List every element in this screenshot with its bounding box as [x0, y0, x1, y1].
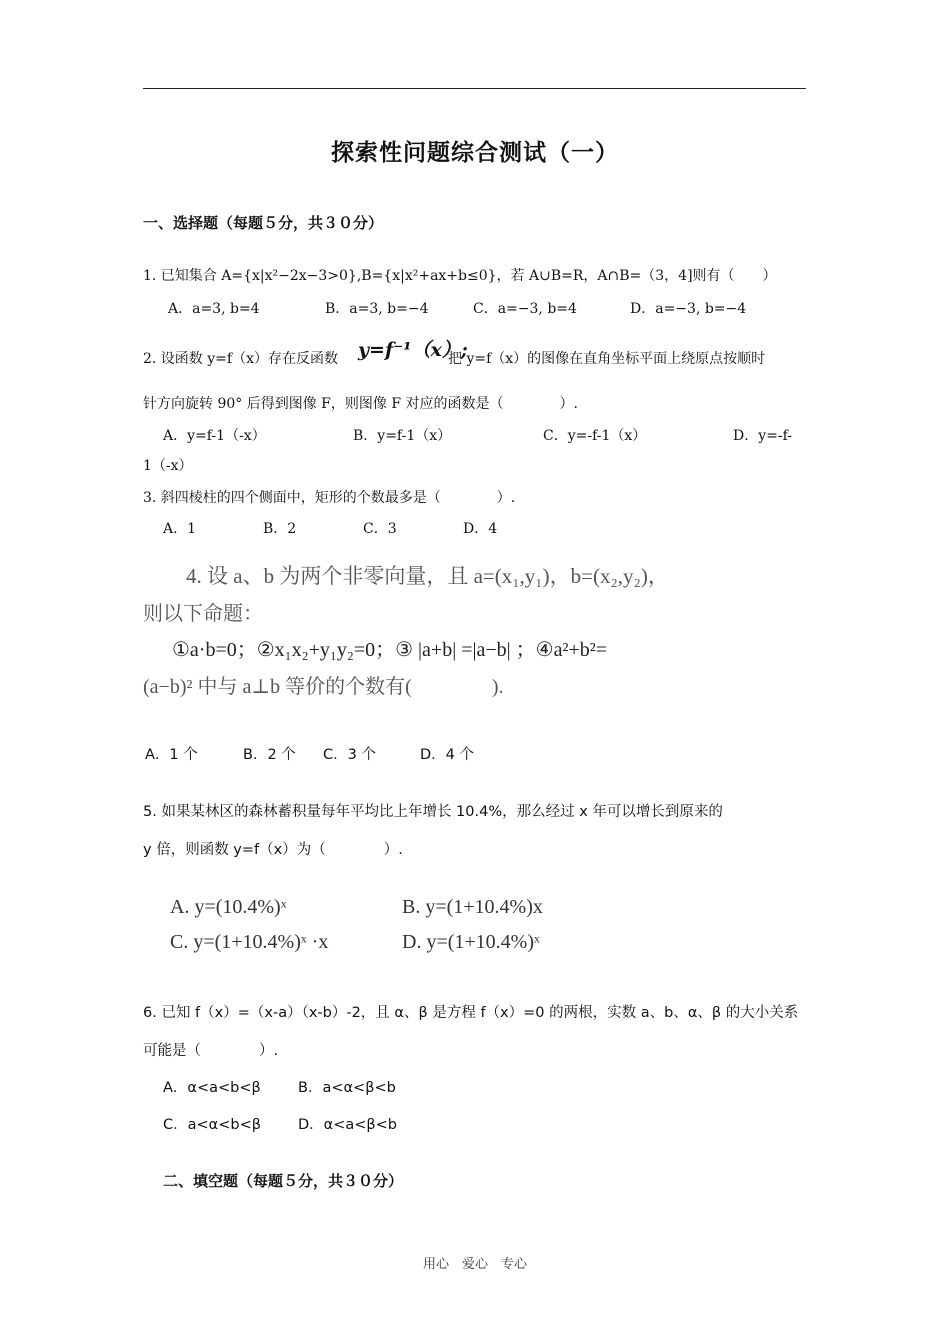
- q6-option-c: C．a<α<b<β: [163, 1117, 261, 1133]
- q6-option-a: A．α<a<b<β: [163, 1080, 261, 1096]
- header-rule: [143, 88, 806, 89]
- q4-option-b: B．2 个: [243, 747, 296, 763]
- q2-stem-a: 2. 设函数 y=f（x）存在反函数: [143, 351, 338, 367]
- q5-stem-b: y 倍，则函数 y=f（x）为（ ）.: [143, 842, 403, 858]
- q6-option-d: D．α<a<β<b: [298, 1117, 398, 1133]
- q2-option-c: C．y=-f-1（x）: [543, 428, 647, 444]
- section-fill-heading: 二、填空题（每题５分，共３０分）: [163, 1172, 404, 1190]
- q1-option-d: D．a=−3, b=−4: [630, 301, 747, 317]
- q1-option-b: B．a=3, b=−4: [325, 301, 429, 317]
- q6-option-b: B．a<α<β<b: [298, 1080, 396, 1096]
- q5-option-a: A. y=(10.4%)ˣ: [170, 896, 287, 918]
- q6-stem-a: 6. 已知 f（x）=（x-a）（x-b）-2，且 α、β 是方程 f（x）=0 的两根，实数 a、b、α、β 的大小关系: [143, 1005, 799, 1021]
- q5-option-d: D. y=(1+10.4%)ˣ: [402, 931, 540, 953]
- q2-formula: y=f⁻¹（x）;: [358, 339, 468, 361]
- q2-option-d: D．y=-f-: [733, 428, 793, 444]
- q5-option-b: B. y=(1+10.4%)x: [402, 896, 543, 918]
- q2-stem-b: 把 y=f（x）的图像在直角坐标平面上绕原点按顺时: [448, 351, 766, 367]
- q1-stem: 1. 已知集合 A={x|x²−2x−3>0},B={x|x²+ax+b≤0}，若 A∪B=R，A∩B=（3，4]则有（ ）: [143, 268, 777, 284]
- q4-line2: 则以下命题：: [143, 603, 263, 625]
- q3-option-c: C．3: [363, 521, 397, 537]
- section-choice-heading: 一、选择题（每题５分，共３０分）: [143, 214, 384, 232]
- q4-option-a: A．1 个: [145, 747, 198, 763]
- q2-option-b: B．y=f-1（x）: [353, 428, 452, 444]
- q3-stem: 3. 斜四棱柱的四个侧面中，矩形的个数最多是（ ）.: [143, 490, 516, 506]
- page-footer: 用心 爱心 专心: [422, 1257, 527, 1272]
- q1-option-c: C．a=−3, b=4: [473, 301, 577, 317]
- q2-stem-c: 针方向旋转 90° 后得到图像 F，则图像 F 对应的函数是（ ）.: [143, 396, 578, 412]
- q5-stem-a: 5. 如果某林区的森林蓄积量每年平均比上年增长 10.4%，那么经过 x 年可以增长到原来的: [143, 804, 723, 820]
- q1-option-a: A．a=3, b=4: [168, 301, 260, 317]
- q4-line4: (a−b)² 中与 a⊥b 等价的个数有( ).: [143, 676, 504, 698]
- q4-option-d: D．4 个: [420, 747, 474, 763]
- q3-option-a: A．1: [163, 521, 197, 537]
- q5-option-c: C. y=(1+10.4%)ˣ ·x: [170, 931, 329, 953]
- q2-option-d-cont: 1（-x）: [143, 458, 193, 474]
- q3-option-b: B．2: [263, 521, 297, 537]
- page-title: 探索性问题综合测试（一）: [331, 140, 619, 166]
- q2-option-a: A．y=f-1（-x）: [163, 428, 266, 444]
- q4-line3: ①a·b=0；②x₁x₂+y₁y₂=0；③ |a+b| =|a−b| ；④a²+b²=: [172, 639, 608, 661]
- q4-line1: 4. 设 a、b 为两个非零向量，且 a=(x₁,y₁)，b=(x₂,y₂)，: [186, 564, 669, 588]
- q3-option-d: D．4: [463, 521, 498, 537]
- q6-stem-b: 可能是（ ）.: [143, 1043, 279, 1059]
- q4-option-c: C．3 个: [323, 747, 376, 763]
